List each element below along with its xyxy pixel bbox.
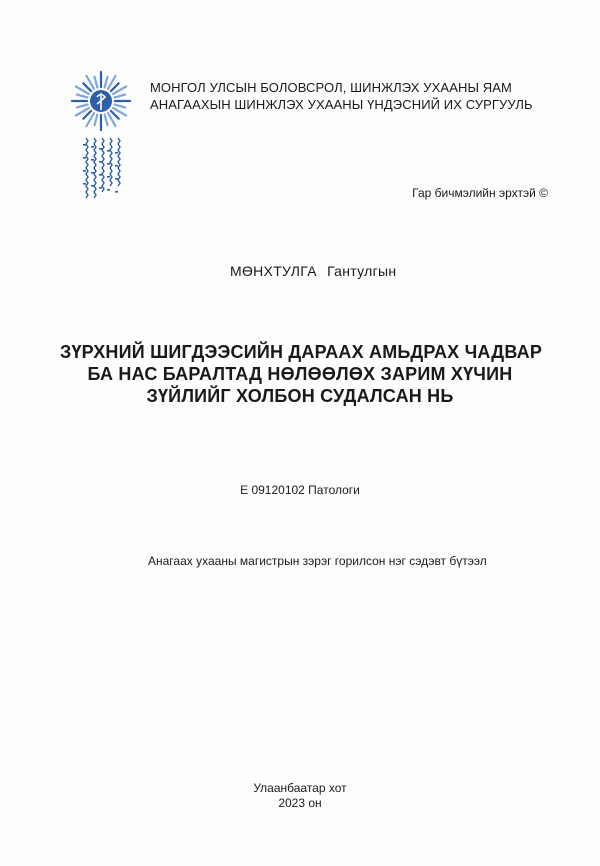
author-name xyxy=(230,263,396,279)
city: Улаанбаатар хот xyxy=(253,781,347,795)
place-and-year xyxy=(0,781,600,811)
specialty-code: E 09120102 Патологи xyxy=(240,483,360,497)
author-given-name: МӨНХТУЛГА xyxy=(230,263,317,279)
title-line: БА НАС БАРАЛТАД НӨЛӨӨЛӨХ ЗАРИМ ХҮЧИН xyxy=(87,364,513,384)
thesis-title xyxy=(60,341,543,407)
title-line: ЗҮРХНИЙ ШИГДЭЭСИЙН ДАРААХ АМЬДРАХ ЧАДВАР xyxy=(60,342,543,362)
university-logo xyxy=(70,70,132,210)
university-name: АНАГААХЫН ШИНЖЛЭХ УХААНЫ ҮНДЭСНИЙ ИХ СУРГУУЛЬ xyxy=(150,97,533,112)
ministry-name: МОНГОЛ УЛСЫН БОЛОВСРОЛ, ШИНЖЛЭХ УХААНЫ ЯАМ xyxy=(150,80,512,95)
title-line: ЗҮЙЛИЙГ ХОЛБОН СУДАЛСАН НЬ xyxy=(146,386,454,406)
degree-statement: Анагаах ухааны магистрын зэрэг горилсон нэг сэдэвт бүтээл xyxy=(148,554,487,568)
institution-header xyxy=(150,79,570,113)
year: 2023 он xyxy=(278,796,322,810)
author-surname: Гантулгын xyxy=(327,263,397,279)
copyright-note: Гар бичмэлийн эрхтэй © xyxy=(412,186,548,200)
